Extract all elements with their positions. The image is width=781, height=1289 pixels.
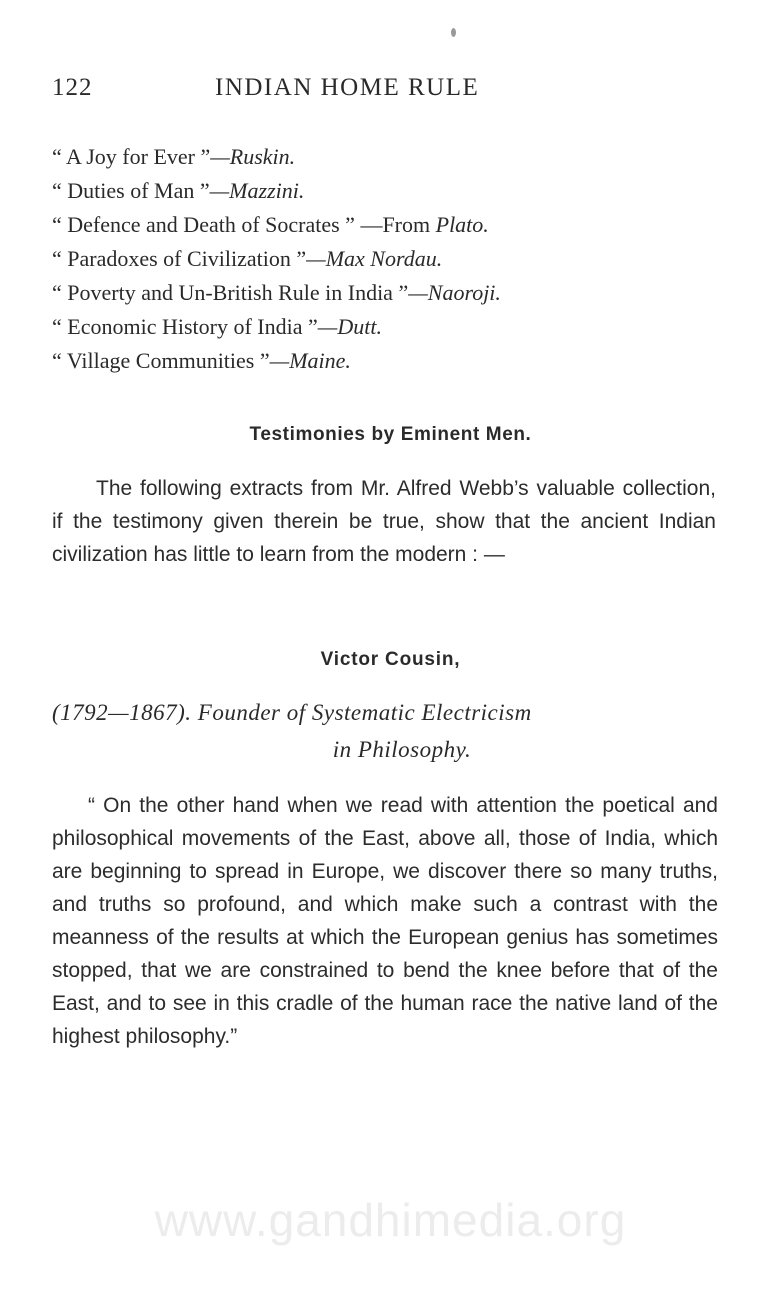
book-author: Plato. [435,212,489,237]
testimonies-heading: Testimonies by Eminent Men. [249,424,532,445]
running-title: INDIAN HOME RULE [215,74,480,101]
quote-paragraph: “ On the other hand when we read with attention the poetical and philosophical movements of the East, above all, those of India, which are beginning to spread in Europe, we discover there so many truths, and truths so profound, and which make such a contrast with the meanness of the results at which the European genius has sometimes stopped, that we are constrained to bend the knee before that of the East, and to see in this cradle of the human race the native land of the highest philosophy.” [52,794,718,1048]
book-list [52,140,742,378]
list-item [52,310,742,344]
book-author: —Max Nordau. [306,246,443,271]
watermark: www.gandhimedia.org [154,1194,627,1246]
book-author: —Maine. [269,348,351,373]
book-title: “ Economic History of India ” [52,314,318,339]
list-item [52,140,742,174]
intro-paragraph: The following extracts from Mr. Alfred Webb’s valuable collection, if the testimony given therein be true, show that the ancient Indian civilization has little to learn from the modern : — [52,477,716,566]
book-author: —Mazzini. [209,178,305,203]
book-author: —Naoroji. [408,280,501,305]
list-item [52,174,742,208]
subtitle-line-2: in Philosophy. [332,737,472,762]
ink-speck [451,28,456,37]
list-item [52,276,742,310]
page-number: 122 [52,74,93,101]
book-author: —Dutt. [317,314,382,339]
list-item [52,242,742,276]
list-item [52,208,742,242]
book-title: “ Village Communities ” [52,348,270,373]
book-title: “ Paradoxes of Civilization ” [52,246,307,271]
book-title: “ Poverty and Un-British Rule in India ” [52,280,409,305]
person-heading: Victor Cousin, [320,649,461,670]
book-title: “ Defence and Death of Socrates ” —From [52,212,436,237]
page-header [52,74,732,114]
subtitle-line-1: (1792—1867). Founder of Systematic Electricism [52,700,532,725]
book-author: —Ruskin. [210,144,296,169]
book-title: “ A Joy for Ever ” [52,144,211,169]
list-item [52,344,742,378]
book-title: “ Duties of Man ” [52,178,210,203]
person-subtitle [52,694,732,768]
